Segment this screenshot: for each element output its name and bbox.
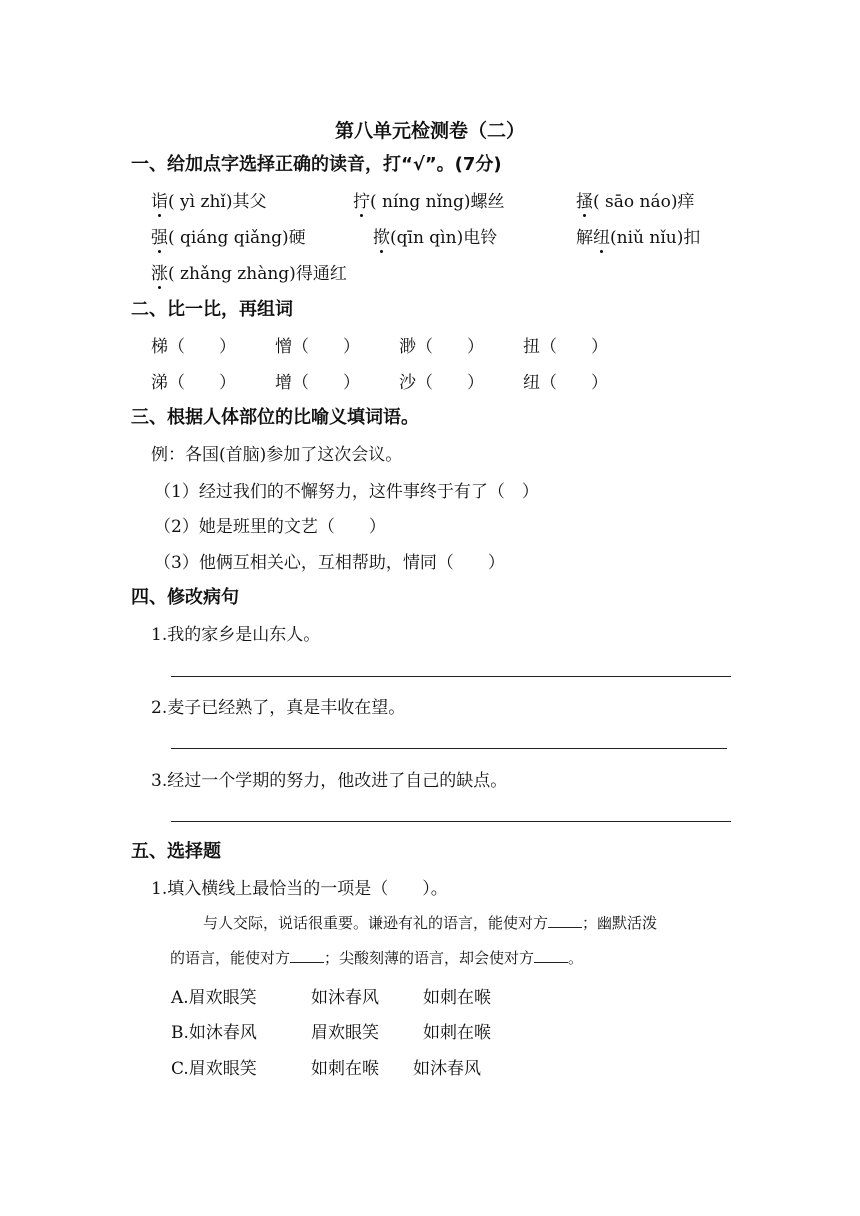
option-term: 如刺在喉 (311, 1059, 379, 1079)
page-title: 第八单元检测卷（二） (334, 120, 525, 142)
question-line: （1）经过我们的不懈努力，这件事终于有了（ ） (154, 482, 539, 502)
word-row (151, 332, 647, 357)
option-term: A.眉欢眼笑 (171, 988, 257, 1008)
section-3-heading: 三、根据人体部位的比喻义填词语。 (131, 407, 419, 428)
answer-line[interactable] (171, 821, 731, 822)
passage-text: 与人交际，说话很重要。谦逊有礼的语言，能使对方 (203, 914, 549, 932)
passage-text: 。 (568, 949, 584, 967)
option-term: 如沐春风 (413, 1059, 481, 1079)
dotted-char: 揿 (373, 223, 390, 248)
sentence-question: 3.经过一个学期的努力，他改进了自己的缺点。 (151, 771, 508, 791)
section-5-heading: 五、选择题 (131, 841, 221, 862)
passage-line-1 (203, 912, 657, 933)
answer-line[interactable] (171, 676, 731, 677)
word-cell: 梯（ ） (151, 337, 236, 357)
answer-line[interactable] (171, 748, 727, 749)
pinyin-item (353, 187, 505, 212)
pinyin-item (151, 223, 306, 248)
pinyin-item (151, 187, 266, 212)
word-cell: 纽（ ） (523, 373, 608, 393)
pinyin-item (151, 259, 347, 284)
passage-text: ；幽默活泼 (582, 914, 658, 932)
word-cell: 涕（ ） (151, 373, 236, 393)
pinyin-choice: (niǔ nǐu)扣 (610, 228, 701, 248)
dotted-char: 涨 (151, 259, 168, 284)
passage-line-2 (170, 947, 583, 968)
pinyin-choice: ( sāo náo)痒 (593, 192, 695, 212)
option-b[interactable] (171, 1018, 491, 1043)
word-cell: 渺（ ） (399, 337, 484, 357)
fill-blank[interactable] (548, 912, 582, 928)
plain-char: 解 (576, 228, 593, 248)
option-term: 如刺在喉 (423, 1023, 491, 1043)
pinyin-item (373, 223, 497, 248)
pinyin-item (576, 187, 695, 212)
option-term: C.眉欢眼笑 (171, 1059, 257, 1079)
dotted-char: 搔 (576, 187, 593, 212)
pinyin-choice: ( níng nǐng)螺丝 (370, 192, 505, 212)
sentence-question: 2.麦子已经熟了，真是丰收在望。 (151, 698, 406, 718)
question-line: （3）他俩互相关心，互相帮助，情同（ ） (154, 553, 505, 573)
option-c[interactable] (171, 1054, 481, 1079)
section-1-heading: 一、给加点字选择正确的读音，打“√”。(7分) (131, 154, 502, 175)
pinyin-choice: ( yì zhǐ)其父 (168, 192, 267, 212)
word-cell: 沙（ ） (399, 373, 484, 393)
dotted-char: 诣 (151, 187, 168, 212)
dotted-char: 纽 (593, 223, 610, 248)
pinyin-choice: (qīn qìn)电铃 (390, 228, 498, 248)
word-cell: 扭（ ） (523, 337, 608, 357)
word-cell: 憎（ ） (275, 337, 360, 357)
section-4-heading: 四、修改病句 (131, 587, 239, 608)
dotted-char: 拧 (353, 187, 370, 212)
section-2-heading: 二、比一比，再组词 (131, 299, 293, 320)
word-row (151, 368, 647, 393)
passage-text: 的语言，能使对方 (170, 949, 291, 967)
option-term: B.如沐春风 (171, 1023, 257, 1043)
word-cell: 增（ ） (275, 373, 360, 393)
option-a[interactable] (171, 983, 491, 1008)
choice-question: 1.填入横线上最恰当的一项是（ ）。 (151, 879, 448, 899)
dotted-char: 强 (151, 223, 168, 248)
pinyin-choice: ( zhǎng zhàng)得通红 (168, 264, 347, 284)
option-term: 如沐春风 (311, 988, 379, 1008)
sentence-question: 1.我的家乡是山东人。 (151, 625, 321, 645)
passage-text: ；尖酸刻薄的语言，却会使对方 (324, 949, 535, 967)
fill-blank[interactable] (290, 947, 324, 963)
fill-blank[interactable] (534, 947, 568, 963)
pinyin-choice: ( qiáng qiǎng)硬 (168, 228, 306, 248)
question-line: （2）她是班里的文艺（ ） (154, 517, 386, 537)
option-term: 眉欢眼笑 (311, 1023, 379, 1043)
example-line: 例：各国(首脑)参加了这次会议。 (151, 445, 403, 465)
option-term: 如刺在喉 (423, 988, 491, 1008)
pinyin-item (576, 223, 700, 248)
